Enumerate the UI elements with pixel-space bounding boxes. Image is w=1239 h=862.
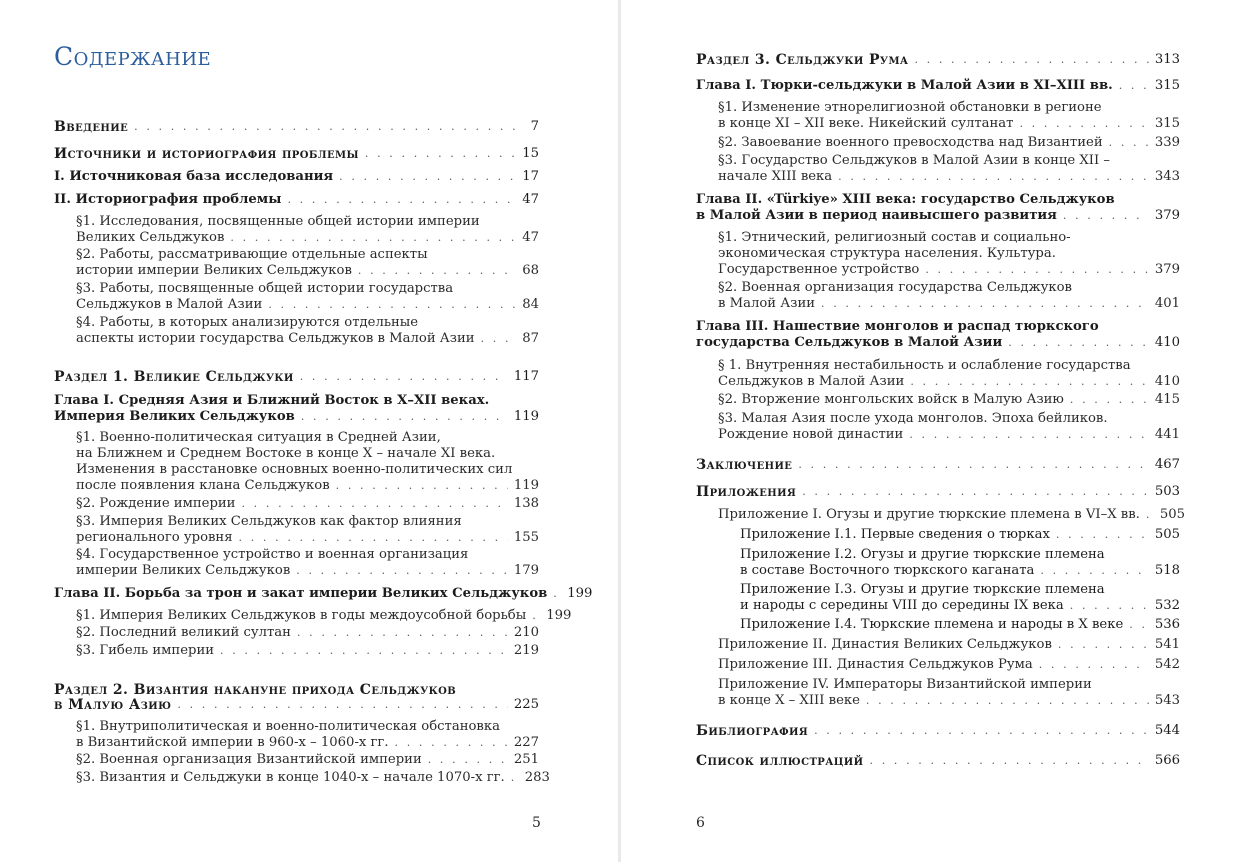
entry-title: I. Источниковая база исследования — [54, 169, 334, 184]
toc-entry-appendix-1-3[interactable] — [740, 598, 1180, 614]
toc-entry-line: Глава I. Средняя Азия и Ближний Восток в X–XII веках. — [54, 393, 490, 408]
toc-entry-appendix-2[interactable] — [718, 637, 1180, 653]
dot-leader — [1040, 563, 1148, 579]
toc-entry-line: Глава II. «Türkiye» XIII века: государство Сельджуков — [696, 192, 1115, 207]
toc-entry-appendices[interactable] — [696, 484, 1180, 500]
entry-page: 47 — [522, 230, 539, 245]
entry-page: 119 — [513, 478, 539, 493]
toc-entry-line: §1. Исследования, посвященные общей истории империи — [76, 214, 480, 229]
toc-entry-par4-aspects-asia-minor[interactable] — [76, 331, 539, 347]
toc-entry-line: Приложение I.3. Огузы и другие тюркские племена — [740, 582, 1105, 597]
toc-entry-line: Приложение I.2. Огузы и другие тюркские племена — [740, 547, 1105, 562]
toc-entry-chapter-3-2[interactable] — [696, 208, 1180, 224]
toc-entry-par2-last-sultan[interactable] — [76, 625, 539, 641]
toc-entry-line: §3. Империя Великих Сельджуков как фактор влияния — [76, 514, 462, 529]
dot-leader — [296, 563, 508, 579]
entry-title: §2. Завоевание военного превосходства над Византией — [718, 135, 1103, 150]
entry-title: Великих Сельджуков — [76, 230, 225, 245]
dot-leader — [870, 753, 1149, 769]
dot-leader — [336, 478, 508, 494]
dot-leader — [230, 230, 516, 246]
dot-leader — [838, 169, 1149, 185]
toc-entry-sources[interactable] — [54, 146, 539, 162]
entry-page: 315 — [1154, 116, 1180, 131]
entry-page: 415 — [1154, 392, 1180, 407]
entry-title: в составе Восточного тюркского каганата — [740, 563, 1035, 578]
toc-entry-par3-asia-minor[interactable] — [76, 297, 539, 313]
dot-leader — [821, 296, 1149, 312]
entry-page: 15 — [522, 146, 539, 161]
entry-page: 119 — [513, 409, 539, 424]
entry-title: Приложение I.4. Тюркские племена и народы в X веке — [740, 617, 1124, 632]
toc-entry-appendix-1-1[interactable] — [740, 527, 1180, 543]
entry-title: §2. Военная организация Византийской империи — [76, 752, 422, 767]
dot-leader — [1019, 116, 1148, 132]
dot-leader — [287, 192, 516, 208]
entry-page: 47 — [522, 192, 539, 207]
entry-page: 87 — [522, 331, 539, 346]
entry-title: Глава I. Тюрки-сельджуки в Малой Азии в XI–XIII вв. — [696, 78, 1113, 93]
entry-page: 219 — [513, 643, 539, 658]
entry-title: II. Историография проблемы — [54, 192, 282, 207]
toc-entry-par1-instability[interactable] — [718, 374, 1180, 390]
dot-leader — [358, 263, 516, 279]
entry-title: §2. Последний великий султан — [76, 625, 291, 640]
toc-entry-line: §4. Работы, в которых анализируются отдельные — [76, 315, 419, 330]
dot-leader — [134, 119, 524, 135]
entry-title: в Малую Азию — [54, 697, 172, 713]
entry-title: Государственное устройство — [718, 262, 920, 277]
entry-page: 518 — [1154, 563, 1180, 578]
toc-entry-line: §1. Внутриполитическая и военно-политическая обстановка — [76, 719, 500, 734]
toc-entry-section-1[interactable] — [54, 369, 539, 385]
entry-title: Приложения — [696, 484, 797, 500]
entry-title: в Малой Азии — [718, 296, 816, 311]
dot-leader — [365, 146, 516, 162]
entry-page: 542 — [1154, 657, 1180, 672]
toc-entry-appendix-1[interactable] — [718, 507, 1185, 523]
toc-entry-chapter-1-1[interactable] — [54, 409, 539, 425]
entry-page: 7 — [530, 119, 539, 134]
entry-page: 441 — [1154, 427, 1180, 442]
entry-title: §3. Византия и Сельджуки в конце 1040-х – начале 1070-х гг. — [76, 770, 505, 785]
entry-page: 543 — [1154, 693, 1180, 708]
entry-title: Раздел 1. Великие Сельджуки — [54, 369, 294, 385]
entry-page: 503 — [1154, 484, 1180, 499]
toc-entry-par3-state-xii[interactable] — [718, 169, 1180, 185]
entry-page: 179 — [513, 563, 539, 578]
entry-title: Библиография — [696, 723, 809, 739]
dot-leader — [1058, 637, 1149, 653]
entry-page: 410 — [1154, 335, 1180, 350]
toc-entry-section-3[interactable] — [696, 52, 1180, 68]
toc-entry-par3-beyliks[interactable] — [718, 427, 1180, 443]
dot-leader — [1056, 527, 1149, 543]
toc-entry-line: §1. Изменение этнорелигиозной обстановки в регионе — [718, 100, 1102, 115]
dot-leader — [511, 770, 519, 786]
toc-entry-chapter-3-1[interactable] — [696, 78, 1180, 94]
toc-entry-line: Раздел 2. Византия накануне прихода Сельджуков — [54, 682, 457, 698]
toc-entry-line: Приложение IV. Императоры Византийской империи — [718, 677, 1092, 692]
dot-leader — [866, 693, 1149, 709]
toc-entry-par1-internecine[interactable] — [76, 608, 572, 624]
entry-page: 210 — [513, 625, 539, 640]
entry-page: 379 — [1154, 208, 1180, 223]
left-page — [0, 0, 618, 862]
dot-leader — [1039, 657, 1149, 673]
dot-leader — [1063, 208, 1149, 224]
page-number: 6 — [696, 815, 705, 831]
dot-leader — [1070, 392, 1149, 408]
entry-page: 343 — [1154, 169, 1180, 184]
toc-entry-line: на Ближнем и Среднем Востоке в конце X – начале XI века. — [76, 446, 496, 461]
toc-entry-appendix-1-4[interactable] — [740, 617, 1180, 633]
entry-title: регионального уровня — [76, 530, 233, 545]
entry-title: Заключение — [696, 457, 793, 473]
toc-entry-chapter-3-3[interactable] — [696, 335, 1180, 351]
dot-leader — [339, 169, 516, 185]
dot-leader — [802, 484, 1149, 500]
toc-entry-line: экономическая структура населения. Культура. — [718, 246, 1056, 261]
dot-leader — [239, 530, 508, 546]
toc-entry-par2-military-organization[interactable] — [718, 296, 1180, 312]
toc-entry-historiography[interactable] — [54, 192, 539, 208]
entry-title: Список иллюстраций — [696, 753, 864, 769]
entry-page: 117 — [513, 369, 539, 384]
entry-title: Приложение I.1. Первые сведения о тюрках — [740, 527, 1050, 542]
entry-page: 410 — [1154, 374, 1180, 389]
dot-leader — [553, 586, 561, 602]
entry-title: Глава II. Борьба за трон и закат империи Великих Сельджуков — [54, 586, 548, 601]
entry-title: начале XIII века — [718, 169, 833, 184]
toc-entry-par2-military-superiority[interactable] — [718, 135, 1180, 151]
entry-page: 227 — [513, 735, 539, 750]
dot-leader — [301, 409, 508, 425]
toc-entry-appendix-4[interactable] — [718, 693, 1180, 709]
toc-entry-line: Глава III. Нашествие монголов и распад тюркского — [696, 319, 1099, 334]
toc-entry-line: Изменения в расстановке основных военно-политических сил — [76, 462, 513, 477]
entry-page: 339 — [1154, 135, 1180, 150]
entry-title: после появления клана Сельджуков — [76, 478, 330, 493]
entry-page: 138 — [513, 496, 539, 511]
entry-title: истории империи Великих Сельджуков — [76, 263, 352, 278]
toc-entry-line: §1. Военно-политическая ситуация в Средней Азии, — [76, 430, 441, 445]
entry-page: 541 — [1154, 637, 1180, 652]
entry-title: аспекты истории государства Сельджуков в Малой Азии — [76, 331, 475, 346]
dot-leader — [220, 643, 508, 659]
dot-leader — [241, 496, 507, 512]
toc-title: Содержание — [54, 42, 212, 71]
entry-title: Приложение II. Династия Великих Сельджуков — [718, 637, 1052, 652]
toc-entry-par3-fall-of-empire[interactable] — [76, 643, 539, 659]
toc-entry-line: §3. Малая Азия после ухода монголов. Эпоха бейликов. — [718, 411, 1108, 426]
dot-leader — [177, 697, 507, 713]
toc-entry-section-2[interactable] — [54, 697, 539, 713]
entry-title: государства Сельджуков в Малой Азии — [696, 335, 1003, 350]
entry-page: 17 — [522, 169, 539, 184]
entry-page: 251 — [513, 752, 539, 767]
entry-page: 467 — [1154, 457, 1180, 472]
dot-leader — [798, 457, 1149, 473]
dot-leader — [1070, 598, 1149, 614]
toc-entry-illustrations[interactable] — [696, 753, 1180, 769]
entry-title: Приложение I. Огузы и другие тюркские племена в VI–X вв. — [718, 507, 1140, 522]
entry-page: 313 — [1154, 52, 1180, 67]
dot-leader — [1119, 78, 1149, 94]
entry-page: 401 — [1154, 296, 1180, 311]
entry-page: 536 — [1154, 617, 1180, 632]
entry-title: Сельджуков в Малой Азии — [718, 374, 905, 389]
entry-title: Приложение III. Династия Сельджуков Рума — [718, 657, 1033, 672]
dot-leader — [428, 752, 508, 768]
toc-entry-line: §2. Военная организация государства Сельджуков — [718, 280, 1072, 295]
toc-entry-par1-great-seljuk-history[interactable] — [76, 230, 539, 246]
entry-page: 68 — [522, 263, 539, 278]
dot-leader — [532, 608, 540, 624]
entry-title: Рождение новой династии — [718, 427, 904, 442]
toc-entry-line: §4. Государственное устройство и военная организация — [76, 547, 469, 562]
entry-page: 315 — [1154, 78, 1180, 93]
dot-leader — [1109, 135, 1149, 151]
toc-entry-par3-regional-factor[interactable] — [76, 530, 539, 546]
toc-entry-appendix-1-2[interactable] — [740, 563, 1180, 579]
toc-entry-par2-byzantine-military[interactable] — [76, 752, 539, 768]
toc-entry-line: § 1. Внутренняя нестабильность и ослабление государства — [718, 358, 1131, 373]
toc-entry-source-base[interactable] — [54, 169, 539, 185]
toc-entry-chapter-1-2[interactable] — [54, 586, 593, 602]
entry-title: Введение — [54, 119, 129, 135]
entry-title: §1. Империя Великих Сельджуков в годы междоусобной борьбы — [76, 608, 527, 623]
entry-page: 199 — [546, 608, 572, 623]
dot-leader — [300, 369, 508, 385]
toc-entry-par1-ethnoreligious[interactable] — [718, 116, 1180, 132]
toc-entry-par4-state-structure[interactable] — [76, 563, 539, 579]
dot-leader — [481, 331, 517, 347]
entry-title: в конце X – XIII веке — [718, 693, 860, 708]
entry-page: 283 — [524, 770, 550, 785]
entry-title: Источники и историография проблемы — [54, 146, 359, 162]
dot-leader — [909, 427, 1148, 443]
toc-entry-bibliography[interactable] — [696, 723, 1180, 739]
entry-page: 155 — [513, 530, 539, 545]
entry-title: в Малой Азии в период наивысшего развития — [696, 208, 1057, 223]
toc-entry-introduction[interactable] — [54, 119, 539, 135]
entry-title: Империя Великих Сельджуков — [54, 409, 295, 424]
toc-entry-conclusion[interactable] — [696, 457, 1180, 473]
entry-page: 505 — [1154, 527, 1180, 542]
dot-leader — [925, 262, 1149, 278]
dot-leader — [395, 735, 508, 751]
entry-title: и народы с середины VIII до середины IX века — [740, 598, 1064, 613]
dot-leader — [1129, 617, 1149, 633]
entry-title: §2. Вторжение монгольских войск в Малую Азию — [718, 392, 1064, 407]
entry-title: империи Великих Сельджуков — [76, 563, 291, 578]
toc-entry-par1-byzantine-politics[interactable] — [76, 735, 539, 751]
dot-leader — [1146, 507, 1154, 523]
entry-page: 84 — [522, 297, 539, 312]
entry-title: Сельджуков в Малой Азии — [76, 297, 263, 312]
toc-entry-par2-aspects[interactable] — [76, 263, 539, 279]
right-page — [621, 0, 1239, 862]
dot-leader — [914, 52, 1148, 68]
dot-leader — [1008, 335, 1149, 351]
toc-entry-par3-byzantium-seljuks[interactable] — [76, 770, 550, 786]
entry-title: в Византийской империи в 960-х – 1060-х гг. — [76, 735, 389, 750]
entry-page: 379 — [1154, 262, 1180, 277]
entry-title: §3. Гибель империи — [76, 643, 215, 658]
toc-entry-appendix-3[interactable] — [718, 657, 1180, 673]
dot-leader — [297, 625, 508, 641]
page-number: 5 — [532, 815, 541, 831]
toc-entry-par2-birth-of-empire[interactable] — [76, 496, 539, 512]
entry-page: 544 — [1154, 723, 1180, 738]
toc-entry-par2-mongol-invasion[interactable] — [718, 392, 1180, 408]
entry-page: 199 — [567, 586, 593, 601]
dot-leader — [268, 297, 516, 313]
toc-entry-par1-military-situation[interactable] — [76, 478, 539, 494]
entry-title: Раздел 3. Сельджуки Рума — [696, 52, 909, 68]
toc-entry-line: §3. Работы, посвященные общей истории государства — [76, 281, 454, 296]
entry-page: 532 — [1154, 598, 1180, 613]
entry-title: §2. Рождение империи — [76, 496, 236, 511]
toc-entry-par1-ethnic-composition[interactable] — [718, 262, 1180, 278]
toc-entry-line: §3. Государство Сельджуков в Малой Азии в конце XII – — [718, 153, 1110, 168]
toc-entry-line: §2. Работы, рассматривающие отдельные аспекты — [76, 247, 428, 262]
entry-title: в конце XI – XII веке. Никейский султанат — [718, 116, 1014, 131]
toc-entry-line: §1. Этнический, религиозный состав и социально- — [718, 230, 1071, 245]
entry-page: 505 — [1159, 507, 1185, 522]
dot-leader — [814, 723, 1149, 739]
dot-leader — [910, 374, 1149, 390]
entry-page: 566 — [1154, 753, 1180, 768]
entry-page: 225 — [513, 697, 539, 712]
